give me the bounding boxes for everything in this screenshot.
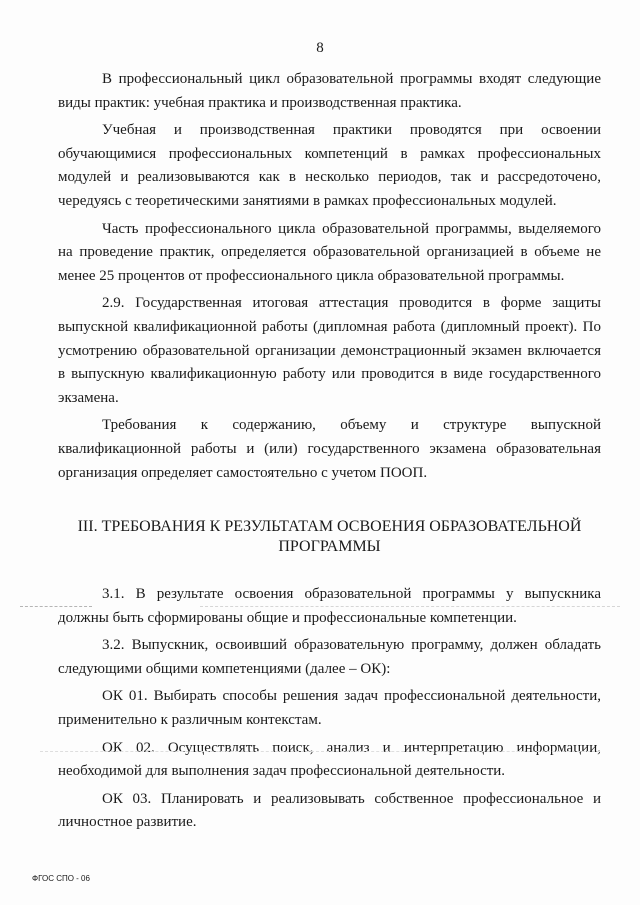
footer-label: ФГОС СПО - 06 [32, 874, 90, 883]
paragraph-final-attestation: 2.9. Государственная итоговая аттестация проводится в форме защиты выпускной квалификационной работы (дипломная работа (дипломный проект). По усмотрению образовательной организации демонстрационный экзамен включается в выпускную квалификационную работу или проводится в виде государственного экзамена. [58, 295, 601, 406]
scan-artifact-line [40, 751, 600, 752]
competency-ok02: ОК 02. Осуществлять поиск, анализ и интерпретацию информации, необходимой для выполнения задач профессиональной деятельности. [58, 739, 601, 780]
paragraph-competencies-formed: 3.1. В результате освоения образовательной программы у выпускника должны быть сформированы общие и профессиональные компетенции. [58, 586, 601, 626]
scan-artifact-line [20, 606, 92, 607]
paragraph-thesis-requirements: Требования к содержанию, объему и структуре выпускной квалификационной работы и (или) государственного экзамена образовательная организация определяет самостоятельно с учетом ПООП. [58, 417, 601, 481]
paragraph-practice-conduct: Учебная и производственная практики проводятся при освоении обучающимися профессиональных компетенций в рамках профессиональных модулей и реализовываются как в несколько периодов, так и рассредоточено, чередуясь с теоретическими занятиями в рамках профессиональных модулей. [58, 122, 601, 209]
paragraph-practice-share: Часть профессионального цикла образовательной программы, выделяемого на проведение практик, определяется образовательной организацией в объеме не менее 25 процентов от профессионального цикла образовательной программы. [58, 220, 601, 284]
page-number: 8 [316, 40, 324, 56]
document-body [58, 68, 601, 835]
paragraph-general-competencies-intro: 3.2. Выпускник, освоивший образовательную программу, должен обладать следующими общими компетенциями (далее – ОК): [58, 637, 601, 677]
competency-ok01: ОК 01. Выбирать способы решения задач профессиональной деятельности, применительно к различным контекстам. [58, 688, 601, 729]
section-heading: III. ТРЕБОВАНИЯ К РЕЗУЛЬТАТАМ ОСВОЕНИЯ ОБРАЗОВАТЕЛЬНОЙ ПРОГРАММЫ [77, 518, 582, 556]
scan-artifact-line [200, 606, 620, 607]
paragraph-practice-types: В профессиональный цикл образовательной программы входят следующие виды практик: учебная практика и производственная практика. [58, 71, 601, 111]
competency-ok03: ОК 03. Планировать и реализовывать собственное профессиональное и личностное развитие. [58, 790, 601, 831]
